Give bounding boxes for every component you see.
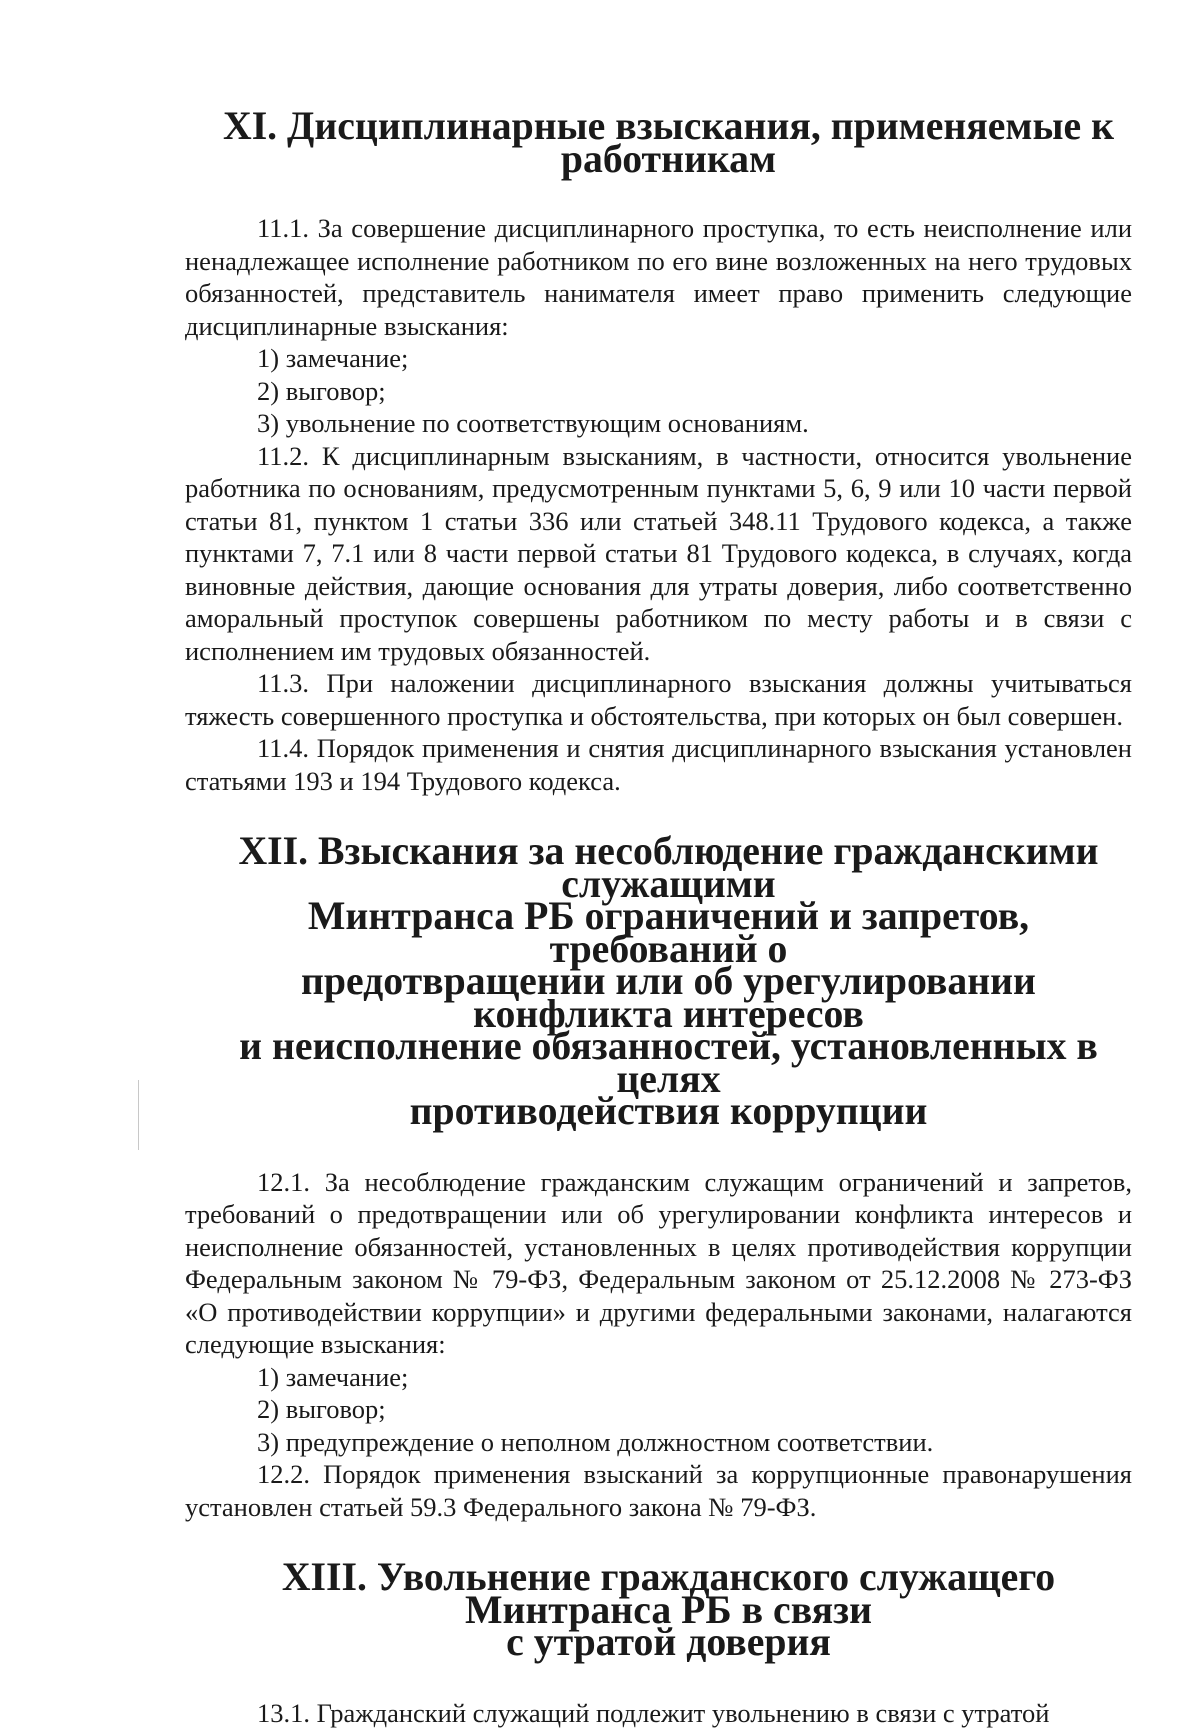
paragraph-12-1: 12.1. За несоблюдение гражданским служащим ограничений и запретов, требований о предотвращении или об урегулировании конфликта интересов и неисполнение обязанностей, установленных в целях противодействия коррупции Федеральным законом № 79-ФЗ, Федеральным законом от 25.12.2008 № 273-ФЗ «О противодействии коррупции» и другими федеральными законами, налагаются следующие взыскания: [185,1166,1132,1361]
section-13-title [185,1561,1132,1659]
section-12-title-line: Минтранса РБ ограничений и запретов, требований о [308,894,1029,971]
list-item: 1) замечание; [185,1361,1132,1394]
list-item: 3) предупреждение о неполном должностном соответствии. [185,1426,1132,1459]
section-12-title-line: XII. Взыскания за несоблюдение гражданскими служащими [238,829,1098,906]
list-item: 2) выговор; [185,1393,1132,1426]
paragraph-12-2: 12.2. Порядок применения взысканий за коррупционные правонарушения установлен статьей 59.3 Федерального закона № 79-ФЗ. [185,1458,1132,1523]
paragraph-11-3: 11.3. При наложении дисциплинарного взыскания должны учитываться тяжесть совершенного проступка и обстоятельства, при которых он был совершен. [185,667,1132,732]
section-12-title-line: предотвращении или об урегулировании конфликта интересов [301,959,1036,1036]
list-item: 1) замечание; [185,342,1132,375]
paragraph-11-2: 11.2. К дисциплинарным взысканиям, в частности, относится увольнение работника по основаниям, предусмотренным пунктами 5, 6, 9 или 10 части первой статьи 81, пунктом 1 статьи 336 или статьей 348.11 Трудового кодекса, а также пунктами 7, 7.1 или 8 части первой статьи 81 Трудового кодекса, в случаях, когда виновные действия, дающие основания для утраты доверия, либо соответственно аморальный проступок совершены работником по месту работы и в связи с исполнением им трудовых обязанностей. [185,440,1132,668]
paragraph-11-1: 11.1. За совершение дисциплинарного проступка, то есть неисполнение или ненадлежащее исполнение работником по его вине возложенных на него трудовых обязанностей, представитель нанимателя имеет право применить следующие дисциплинарные взыскания: [185,212,1132,342]
list-item: 3) увольнение по соответствующим основаниям. [185,407,1132,440]
section-13-title-line: XIII. Увольнение гражданского служащего Минтранса РБ в связи [282,1555,1055,1632]
paragraph-11-4: 11.4. Порядок применения и снятия дисциплинарного взыскания установлен статьями 193 и 194 Трудового кодекса. [185,732,1132,797]
section-12-title [185,835,1132,1128]
section-12-title-line: противодействия коррупции [410,1089,928,1133]
section-11-title: XI. Дисциплинарные взыскания, применяемые к работникам [185,110,1132,175]
paragraph-13-1: 13.1. Гражданский служащий подлежит увольнению в связи с утратой [185,1697,1132,1729]
list-item: 2) выговор; [185,375,1132,408]
section-13-title-line: с утратой доверия [506,1620,831,1664]
scan-artifact-line [138,1080,139,1150]
section-12-title-line: и неисполнение обязанностей, установленных в целях [239,1024,1098,1101]
